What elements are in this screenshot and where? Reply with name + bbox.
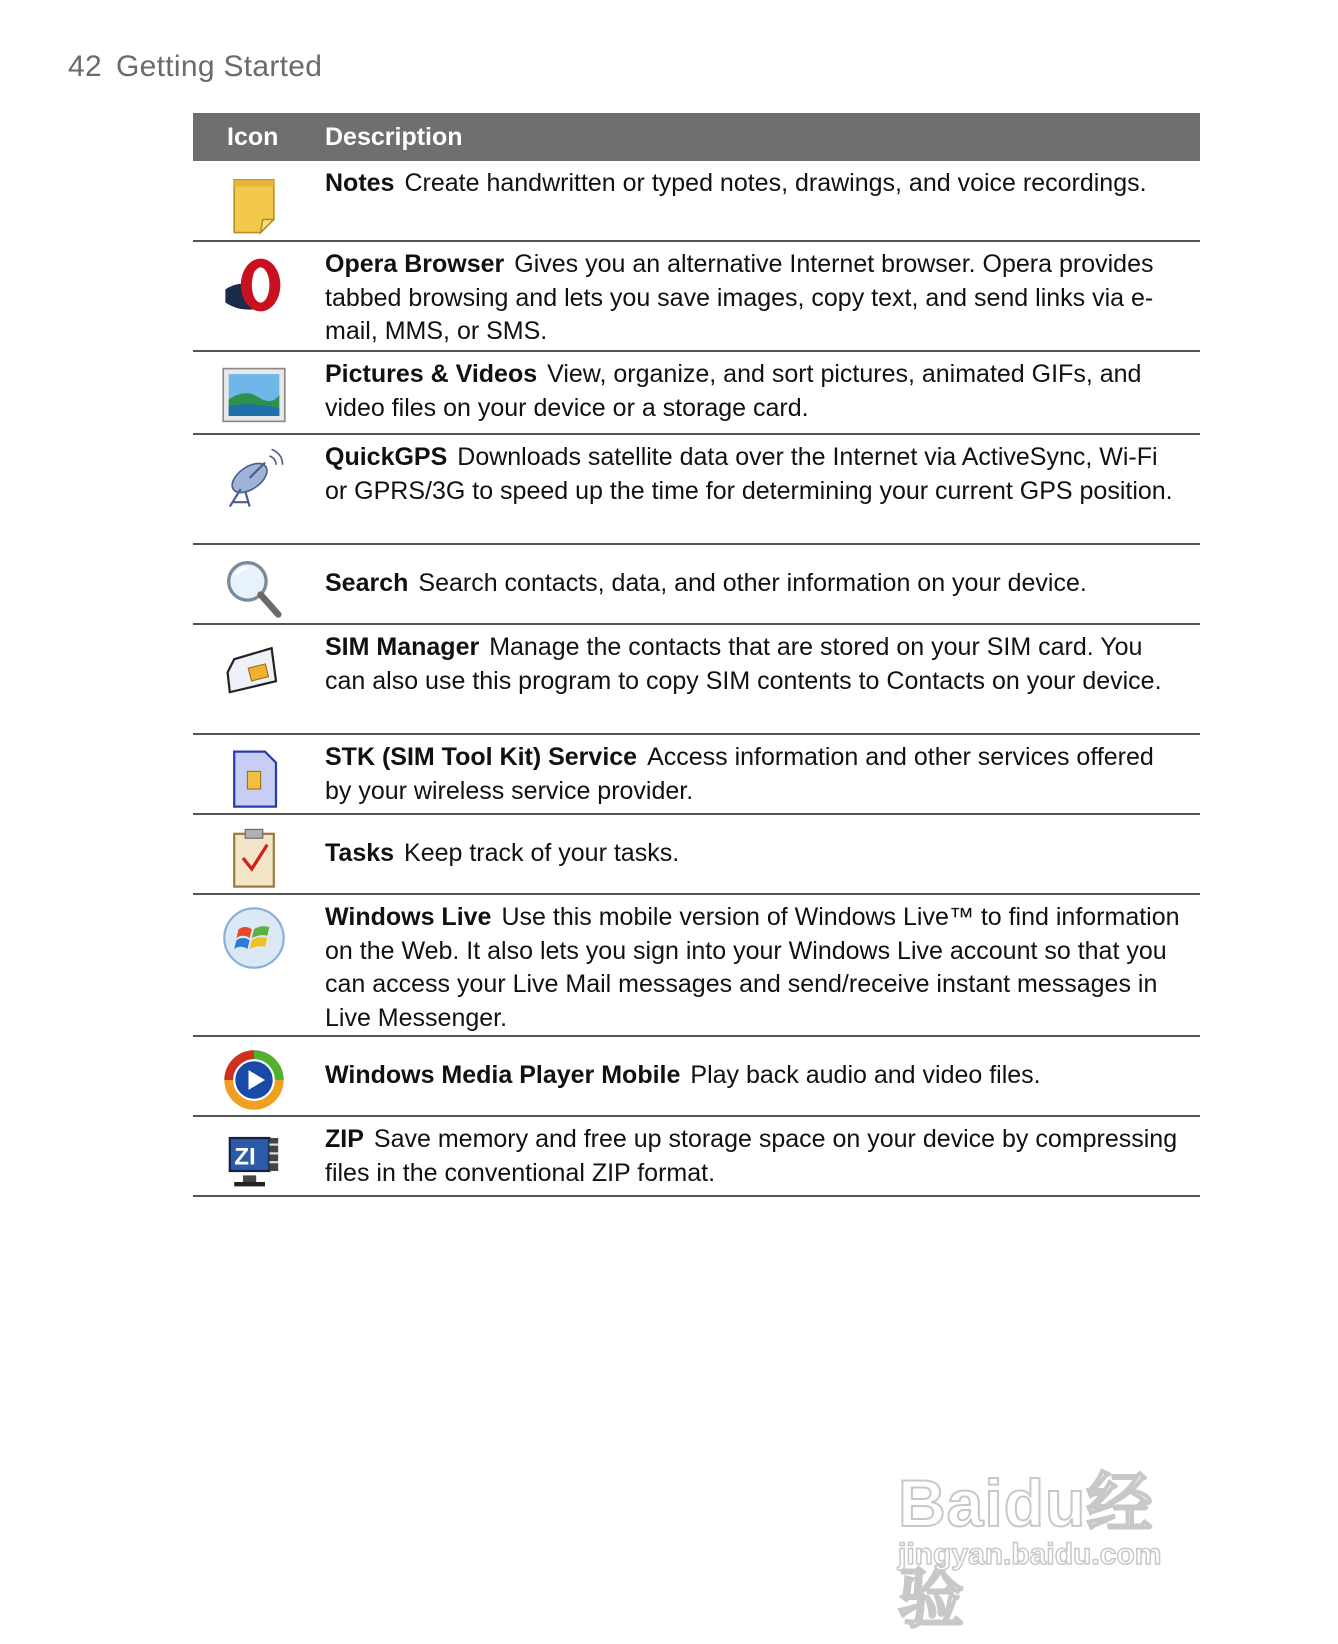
section-title: Getting Started: [115, 50, 323, 83]
row-description: Use this mobile version of Windows Live™ to find information on the Web. It also lets you sign into your Windows Live account so that you can access your Live Mail messages and send/receive instant messages in Live Messenger.: [325, 903, 1180, 1032]
page-number: 42: [68, 50, 102, 83]
table-row: [193, 352, 1200, 435]
row-description: Gives you an alternative Internet browser. Opera provides tabbed browsing and lets you save images, copy text, and send links via e-mail, MMS, or SMS.: [325, 250, 1154, 345]
row-title: SIM Manager: [325, 633, 480, 661]
row-title: STK (SIM Tool Kit) Service: [325, 743, 638, 771]
zip-icon: [221, 1127, 287, 1193]
row-description: Save memory and free up storage space on your device by compressing files in the conventional ZIP format.: [325, 1125, 1178, 1187]
row-description: Keep track of your tasks.: [404, 839, 680, 868]
windows-live-icon: [221, 905, 287, 971]
svg-text:ZI: ZI: [234, 1143, 256, 1171]
row-title: Windows Live: [325, 903, 492, 931]
table-row: [193, 815, 1200, 895]
notes-icon: [221, 171, 287, 237]
row-description: Create handwritten or typed notes, drawings, and voice recordings.: [404, 169, 1147, 197]
column-header-icon: Icon: [227, 122, 279, 151]
row-description: Manage the contacts that are stored on your SIM card. You can also use this program to copy SIM contents to Contacts on your device.: [325, 633, 1162, 695]
search-icon: [221, 555, 287, 621]
row-title: Notes: [325, 169, 395, 197]
table-row: [193, 242, 1200, 352]
table-row: [193, 161, 1200, 242]
table-header: [193, 113, 1200, 161]
table-row: [193, 735, 1200, 815]
row-title: ZIP: [325, 1125, 364, 1153]
pictures-videos-icon: [221, 362, 287, 428]
opera-browser-icon: [221, 252, 287, 318]
column-header-description: Description: [325, 122, 463, 151]
sim-manager-icon: [221, 635, 287, 701]
row-description: Access information and other services offered by your wireless service provider.: [325, 743, 1154, 805]
row-title: QuickGPS: [325, 443, 448, 471]
quickgps-icon: [221, 445, 287, 511]
table-row: [193, 895, 1200, 1037]
page-header: [68, 50, 322, 84]
table-row: [193, 625, 1200, 735]
table-row: [193, 545, 1200, 625]
stk-icon: [221, 745, 287, 811]
row-title: Search: [325, 569, 409, 598]
row-description: View, organize, and sort pictures, animated GIFs, and video files on your device or a storage card.: [325, 360, 1142, 422]
row-title: Tasks: [325, 839, 395, 868]
tasks-icon: [221, 825, 287, 891]
watermark-url: jingyan.baidu.com: [898, 1538, 1162, 1571]
program-icon-table: [193, 113, 1200, 1197]
row-title: Pictures & Videos: [325, 360, 538, 388]
windows-media-player-icon: [221, 1047, 287, 1113]
watermark-logo: Baidu经验: [898, 1466, 1154, 1635]
row-description: Search contacts, data, and other information on your device.: [418, 569, 1087, 598]
row-title: Opera Browser: [325, 250, 505, 278]
row-title: Windows Media Player Mobile: [325, 1061, 681, 1090]
baidu-watermark: [898, 1450, 1198, 1635]
table-row: [193, 1117, 1200, 1197]
table-row: [193, 1037, 1200, 1117]
row-description: Play back audio and video files.: [690, 1061, 1041, 1090]
table-row: [193, 435, 1200, 545]
row-description: Downloads satellite data over the Internet via ActiveSync, Wi-Fi or GPRS/3G to speed up the time for determining your current GPS position.: [325, 443, 1173, 505]
